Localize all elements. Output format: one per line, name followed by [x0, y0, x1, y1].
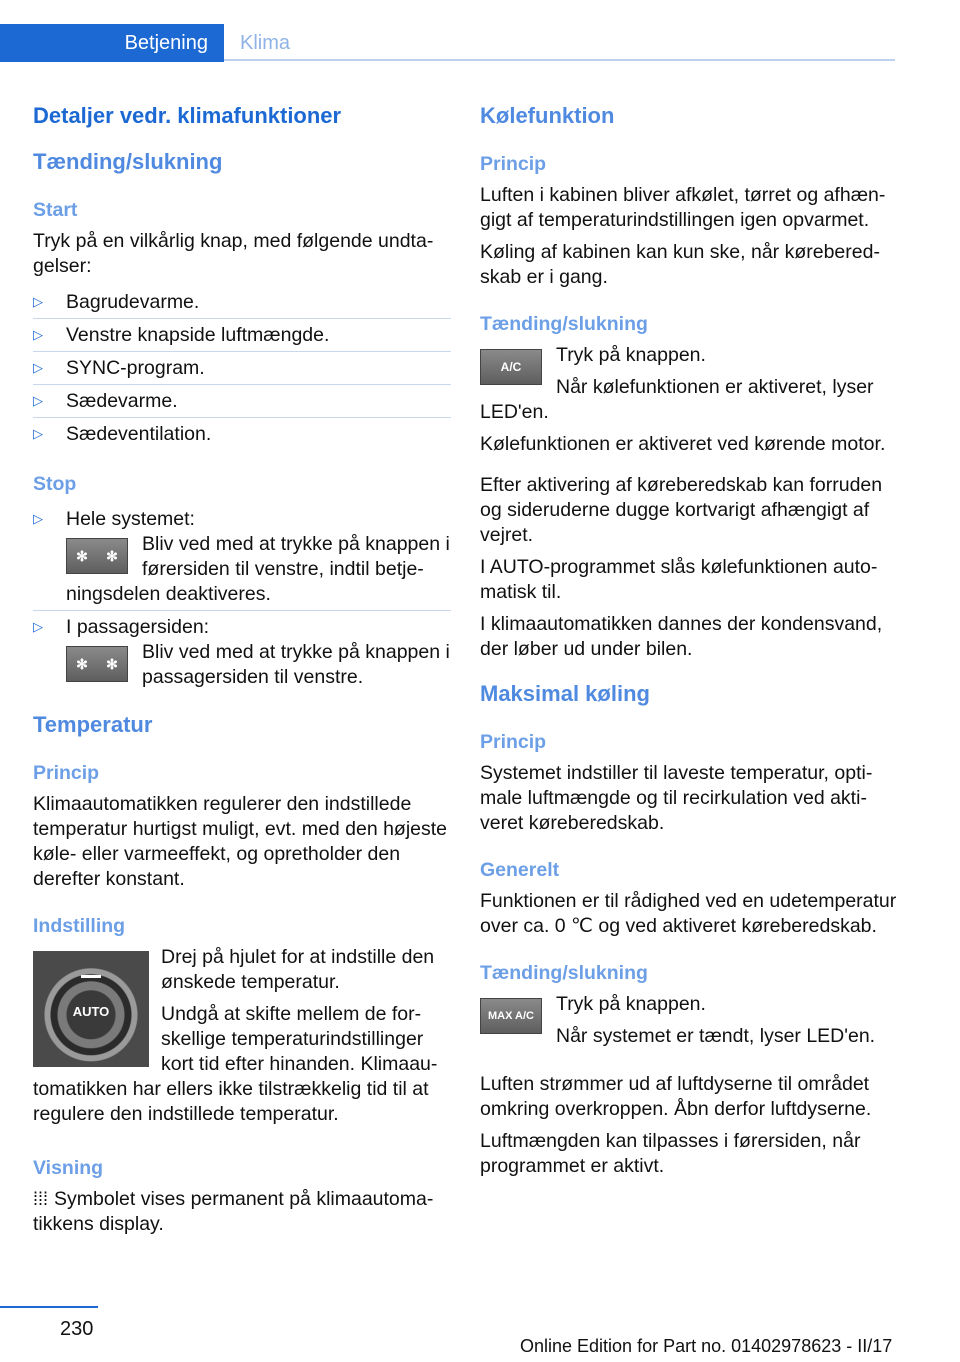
list-item: ▷ Sædeventilation.: [33, 423, 212, 445]
max-ts-text-1: Tryk på knappen.: [556, 993, 706, 1015]
cooling-symbol-icon: ⁞⁞⁞: [33, 1189, 49, 1209]
ts-text-2: Når kølefunktionen er aktiveret, lyser LED'en.: [480, 376, 874, 423]
list-item: ▷ Sædevarme.: [33, 385, 451, 418]
triangle-bullet-icon: ▷: [33, 360, 43, 375]
left-column: [33, 96, 451, 1244]
max-ts-text-2: Når systemet er tændt, lyser LED'en.: [556, 1025, 876, 1047]
ts-text-1: Tryk på knappen.: [556, 344, 706, 366]
footer-rule: [0, 1306, 98, 1308]
indstilling-text-2: Undgå at skifte mellem de forskellige temperaturindstillinger kort tid efter hinanden. Klimaautomatikken har ellers ikke tilstrækkelig tid til at regulere den indstillede temperatur.: [33, 1003, 438, 1125]
triangle-bullet-icon: ▷: [33, 393, 43, 408]
list-item: ▷ SYNC-program.: [33, 352, 451, 385]
section-title: Detaljer vedr. klimafunktioner: [33, 103, 342, 128]
heading-maksimal-koling: Maksimal køling: [480, 681, 650, 706]
indstilling-text-1: Drej på hjulet for at indstille den ønskede temperatur.: [161, 946, 435, 993]
triangle-bullet-icon: ▷: [33, 619, 43, 634]
max-ts-text-4: Luftmængden kan tilpasses i førersiden, når programmet er aktivt.: [480, 1130, 861, 1177]
ac-button-icon: A/C: [480, 349, 542, 385]
tab-betjening[interactable]: Betjening: [0, 24, 224, 62]
princip-text-1: Luften i kabinen bliver afkølet, tørret og afhængigt af temperaturindstillingen igen opvarmet.: [480, 184, 886, 231]
heading-taending: Tænding/slukning: [480, 962, 648, 984]
edition-text: Online Edition for Part no. 01402978623 - II/17: [520, 1336, 893, 1356]
heading-start: Start: [33, 199, 78, 221]
temperature-knob-icon: AUTO: [33, 951, 149, 1067]
triangle-bullet-icon: ▷: [33, 511, 43, 526]
heading-kolefunktion: Kølefunktion: [480, 103, 615, 128]
tab-klima[interactable]: Klima: [240, 31, 291, 54]
list-item: ▷ Hele systemet: ✻ ✻ Bliv ved med at trykke på knappen i førersiden til venstre, indtil betjeningsdelen deaktiveres.: [33, 503, 451, 611]
visning-text: ⁞⁞⁞ Symbolet vises permanent på klimaautomatikkens display.: [33, 1188, 434, 1235]
heading-taending: Tænding/slukning: [33, 149, 223, 174]
tab-underline: [224, 59, 895, 61]
triangle-bullet-icon: ▷: [33, 294, 43, 309]
heading-taending: Tænding/slukning: [480, 313, 648, 335]
heading-visning: Visning: [33, 1157, 104, 1179]
list-item: ▷ I passagersiden: ✻ ✻ Bliv ved med at trykke på knappen i passagersiden til venstre.: [33, 616, 450, 688]
triangle-bullet-icon: ▷: [33, 327, 43, 342]
generelt-text: Funktionen er til rådighed ved en udetemperatur over ca. 0 ℃ og ved aktiveret køreberedskab.: [480, 890, 897, 937]
max-ac-button-icon: MAX A/C: [480, 998, 542, 1034]
ts-text-4: Efter aktivering af køreberedskab kan forruden og sideruderne dugge kortvarigt afhængigt af vejret.: [480, 474, 883, 546]
triangle-bullet-icon: ▷: [33, 426, 43, 441]
max-princip-text: Systemet indstiller til laveste temperatur, optimale luftmængde og til recirkulation ved aktiveret køreberedskab.: [480, 762, 873, 834]
heading-stop: Stop: [33, 473, 77, 495]
ts-text-6: I klimaautomatikken dannes der kondensvand, der løber ud under bilen.: [480, 613, 883, 660]
heading-princip: Princip: [480, 153, 547, 175]
max-ts-text-3: Luften strømmer ud af luftdyserne til området omkring overkroppen. Åbn derfor luftdyserne.: [480, 1073, 872, 1120]
stop-list: [33, 503, 451, 693]
minus-mark: [81, 975, 101, 978]
fan-off-button-icon: ✻ ✻: [66, 538, 128, 574]
ts-text-5: I AUTO-programmet slås kølefunktionen automatisk til.: [480, 556, 878, 603]
heading-indstilling: Indstilling: [33, 915, 126, 937]
heading-temperatur: Temperatur: [33, 712, 153, 737]
page-number: 230: [60, 1318, 94, 1340]
ts-text-3: Kølefunktionen er aktiveret ved kørende motor.: [480, 433, 886, 455]
heading-princip: Princip: [480, 731, 547, 753]
heading-princip: Princip: [33, 762, 100, 784]
start-list: [33, 286, 451, 450]
chapter-tabs: [0, 24, 895, 62]
list-item: ▷ Venstre knapside luftmængde.: [33, 319, 451, 352]
start-text: Tryk på en vilkårlig knap, med følgende undtagelser:: [33, 230, 434, 277]
heading-generelt: Generelt: [480, 859, 560, 881]
princip-text-2: Køling af kabinen kan kun ske, når køreberedskab er i gang.: [480, 241, 880, 288]
right-column: [480, 96, 898, 1186]
princip-text: Klimaautomatikken regulerer den indstillede temperatur hurtigst muligt, evt. med den højeste køle- eller varmeeffekt, og opretholder den derefter konstant.: [33, 793, 448, 890]
fan-off-button-icon: ✻ ✻: [66, 646, 128, 682]
list-item: ▷ Bagrudevarme.: [33, 286, 451, 319]
